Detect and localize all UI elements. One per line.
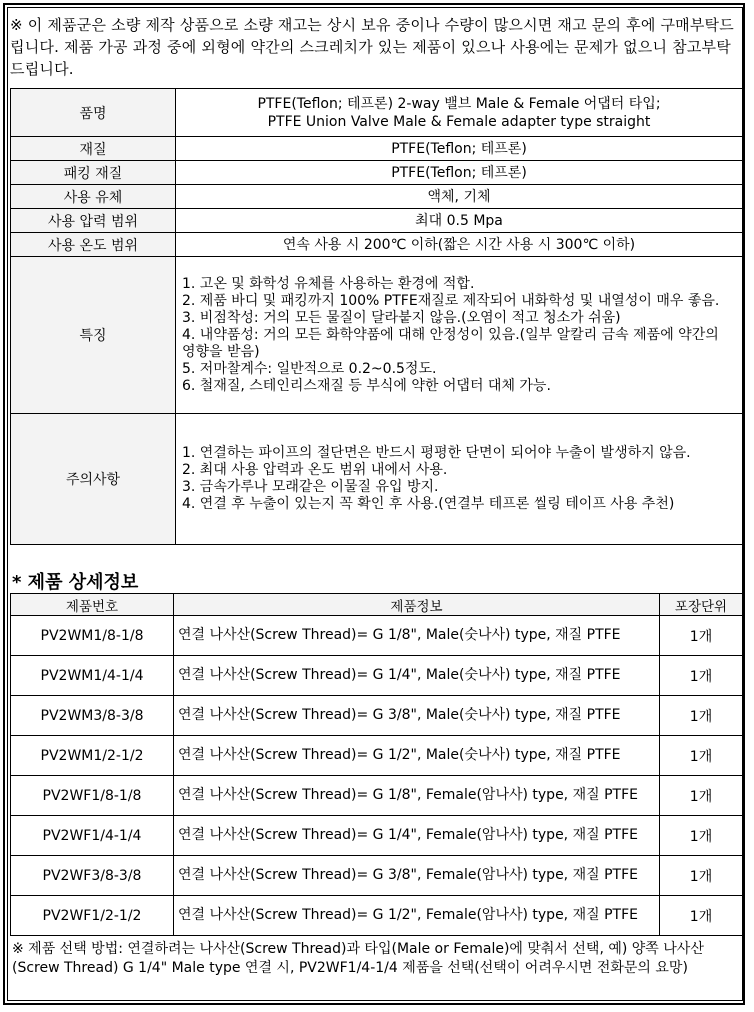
product-info: 연결 나사산(Screw Thread)= G 1/4", Male(숫나사) type, 재질 PTFE (174, 656, 660, 696)
feature-item: 3. 비점착성: 거의 모든 물질이 달라붙지 않음.(오염이 적고 청소가 쉬움) (182, 309, 621, 326)
spec-value-packing: PTFE(Teflon; 테프론) (176, 161, 743, 185)
caution-item: 3. 금속가루나 모래같은 이물질 유입 방지. (182, 479, 439, 495)
spec-row-name (11, 89, 743, 137)
product-info: 연결 나사산(Screw Thread)= G 3/8", Female(암나사) type, 재질 PTFE (174, 856, 660, 896)
packing-unit: 1개 (660, 816, 743, 856)
spec-row-packing (11, 161, 743, 185)
spec-value-fluid: 액체, 기체 (176, 185, 743, 209)
spec-row-fluid (11, 185, 743, 209)
packing-unit: 1개 (660, 736, 743, 776)
detail-table (10, 593, 743, 936)
product-info: 연결 나사산(Screw Thread)= G 3/8", Male(숫나사) type, 재질 PTFE (174, 696, 660, 736)
packing-unit: 1개 (660, 776, 743, 816)
product-code: PV2WF1/8-1/8 (11, 776, 174, 816)
spec-value-features (176, 257, 743, 414)
product-code: PV2WM3/8-3/8 (11, 696, 174, 736)
spec-name-line1: PTFE(Teflon; 테프론) 2-way 밸브 Male & Female 어댑터 타입; (257, 95, 661, 112)
spec-label-pressure: 사용 압력 범위 (11, 209, 176, 233)
selection-guide: ※ 제품 선택 방법: 연결하려는 나사산(Screw Thread)과 타입(Male or Female)에 맞춰서 선택, 예) 양쪽 나사산(Screw Thread) G 1/4" Male type 연결 시, PV2WF1/4-1/4 제품을 선택(선택이 어려우시면 전화문의 요망) (12, 941, 704, 976)
spec-label-features: 특징 (11, 257, 176, 414)
spec-row-material (11, 137, 743, 161)
product-info: 연결 나사산(Screw Thread)= G 1/2", Male(숫나사) type, 재질 PTFE (174, 736, 660, 776)
table-row (11, 896, 743, 936)
detail-header-row (11, 594, 743, 616)
spec-label-caution: 주의사항 (11, 414, 176, 545)
caution-item: 4. 연결 후 누출이 있는지 꼭 확인 후 사용.(연결부 테프론 씰링 테이프 사용 추천) (182, 496, 675, 512)
table-row (11, 616, 743, 656)
product-info: 연결 나사산(Screw Thread)= G 1/8", Male(숫나사) type, 재질 PTFE (174, 616, 660, 656)
product-code: PV2WM1/2-1/2 (11, 736, 174, 776)
table-row (11, 656, 743, 696)
spec-row-temperature (11, 233, 743, 257)
table-row (11, 816, 743, 856)
spec-row-features (11, 257, 743, 414)
detail-section-title: * 제품 상세정보 (12, 572, 139, 593)
spec-row-pressure (11, 209, 743, 233)
packing-unit: 1개 (660, 696, 743, 736)
feature-item: 1. 고온 및 화학성 유체를 사용하는 환경에 적합. (182, 275, 475, 292)
caution-item: 1. 연결하는 파이프의 절단면은 반드시 평평한 단면이 되어야 누출이 발생하지 않음. (182, 445, 691, 461)
spec-table (10, 88, 743, 545)
packing-unit: 1개 (660, 616, 743, 656)
stock-notice: ※ 이 제품군은 소량 제작 상품으로 소량 재고는 상시 보유 중이나 수량이 많으시면 재고 문의 후에 구매부탁드립니다. 제품 가공 과정 중에 외형에 약간의 스크레치가 있는 제품이 있으나 사용에는 문제가 없으니 참고부탁드립니다. (10, 16, 734, 78)
product-code: PV2WF1/2-1/2 (11, 896, 174, 936)
product-info: 연결 나사산(Screw Thread)= G 1/4", Female(암나사) type, 재질 PTFE (174, 816, 660, 856)
packing-unit: 1개 (660, 856, 743, 896)
feature-item: 6. 철재질, 스테인리스재질 등 부식에 약한 어댑터 대체 가능. (182, 377, 551, 394)
table-row (11, 776, 743, 816)
header-packing-unit: 포장단위 (660, 594, 743, 616)
product-code: PV2WF3/8-3/8 (11, 856, 174, 896)
caution-item: 2. 최대 사용 압력과 온도 범위 내에서 사용. (182, 462, 448, 478)
spec-value-caution (176, 414, 743, 545)
product-info: 연결 나사산(Screw Thread)= G 1/2", Female(암나사) type, 재질 PTFE (174, 896, 660, 936)
feature-item: 5. 저마찰계수: 일반적으로 0.2~0.5정도. (182, 360, 437, 377)
spec-label-fluid: 사용 유체 (11, 185, 176, 209)
product-code: PV2WF1/4-1/4 (11, 816, 174, 856)
spec-label-temperature: 사용 온도 범위 (11, 233, 176, 257)
feature-item: 4. 내약품성: 거의 모든 화학약품에 대해 안정성이 있음.(일부 알칼리 금속 제품에 약간의 영향을 받음) (182, 326, 719, 360)
spec-value-name (176, 89, 743, 137)
table-row (11, 856, 743, 896)
spec-label-packing: 패킹 재질 (11, 161, 176, 185)
product-code: PV2WM1/4-1/4 (11, 656, 174, 696)
spec-label-material: 재질 (11, 137, 176, 161)
table-row (11, 736, 743, 776)
spec-value-material: PTFE(Teflon; 테프론) (176, 137, 743, 161)
spec-value-temperature: 연속 사용 시 200℃ 이하(짧은 시간 사용 시 300℃ 이하) (176, 233, 743, 257)
product-code: PV2WM1/8-1/8 (11, 616, 174, 656)
product-info: 연결 나사산(Screw Thread)= G 1/8", Female(암나사) type, 재질 PTFE (174, 776, 660, 816)
spec-label-name: 품명 (11, 89, 176, 137)
packing-unit: 1개 (660, 656, 743, 696)
feature-item: 2. 제품 바디 및 패킹까지 100% PTFE재질로 제작되어 내화학성 및 내열성이 매우 좋음. (182, 292, 720, 309)
table-row (11, 696, 743, 736)
spec-value-pressure: 최대 0.5 Mpa (176, 209, 743, 233)
header-product-code: 제품번호 (11, 594, 174, 616)
packing-unit: 1개 (660, 896, 743, 936)
spec-name-line2: PTFE Union Valve Male & Female adapter type straight (267, 113, 651, 130)
header-product-info: 제품정보 (174, 594, 660, 616)
spec-row-caution (11, 414, 743, 545)
